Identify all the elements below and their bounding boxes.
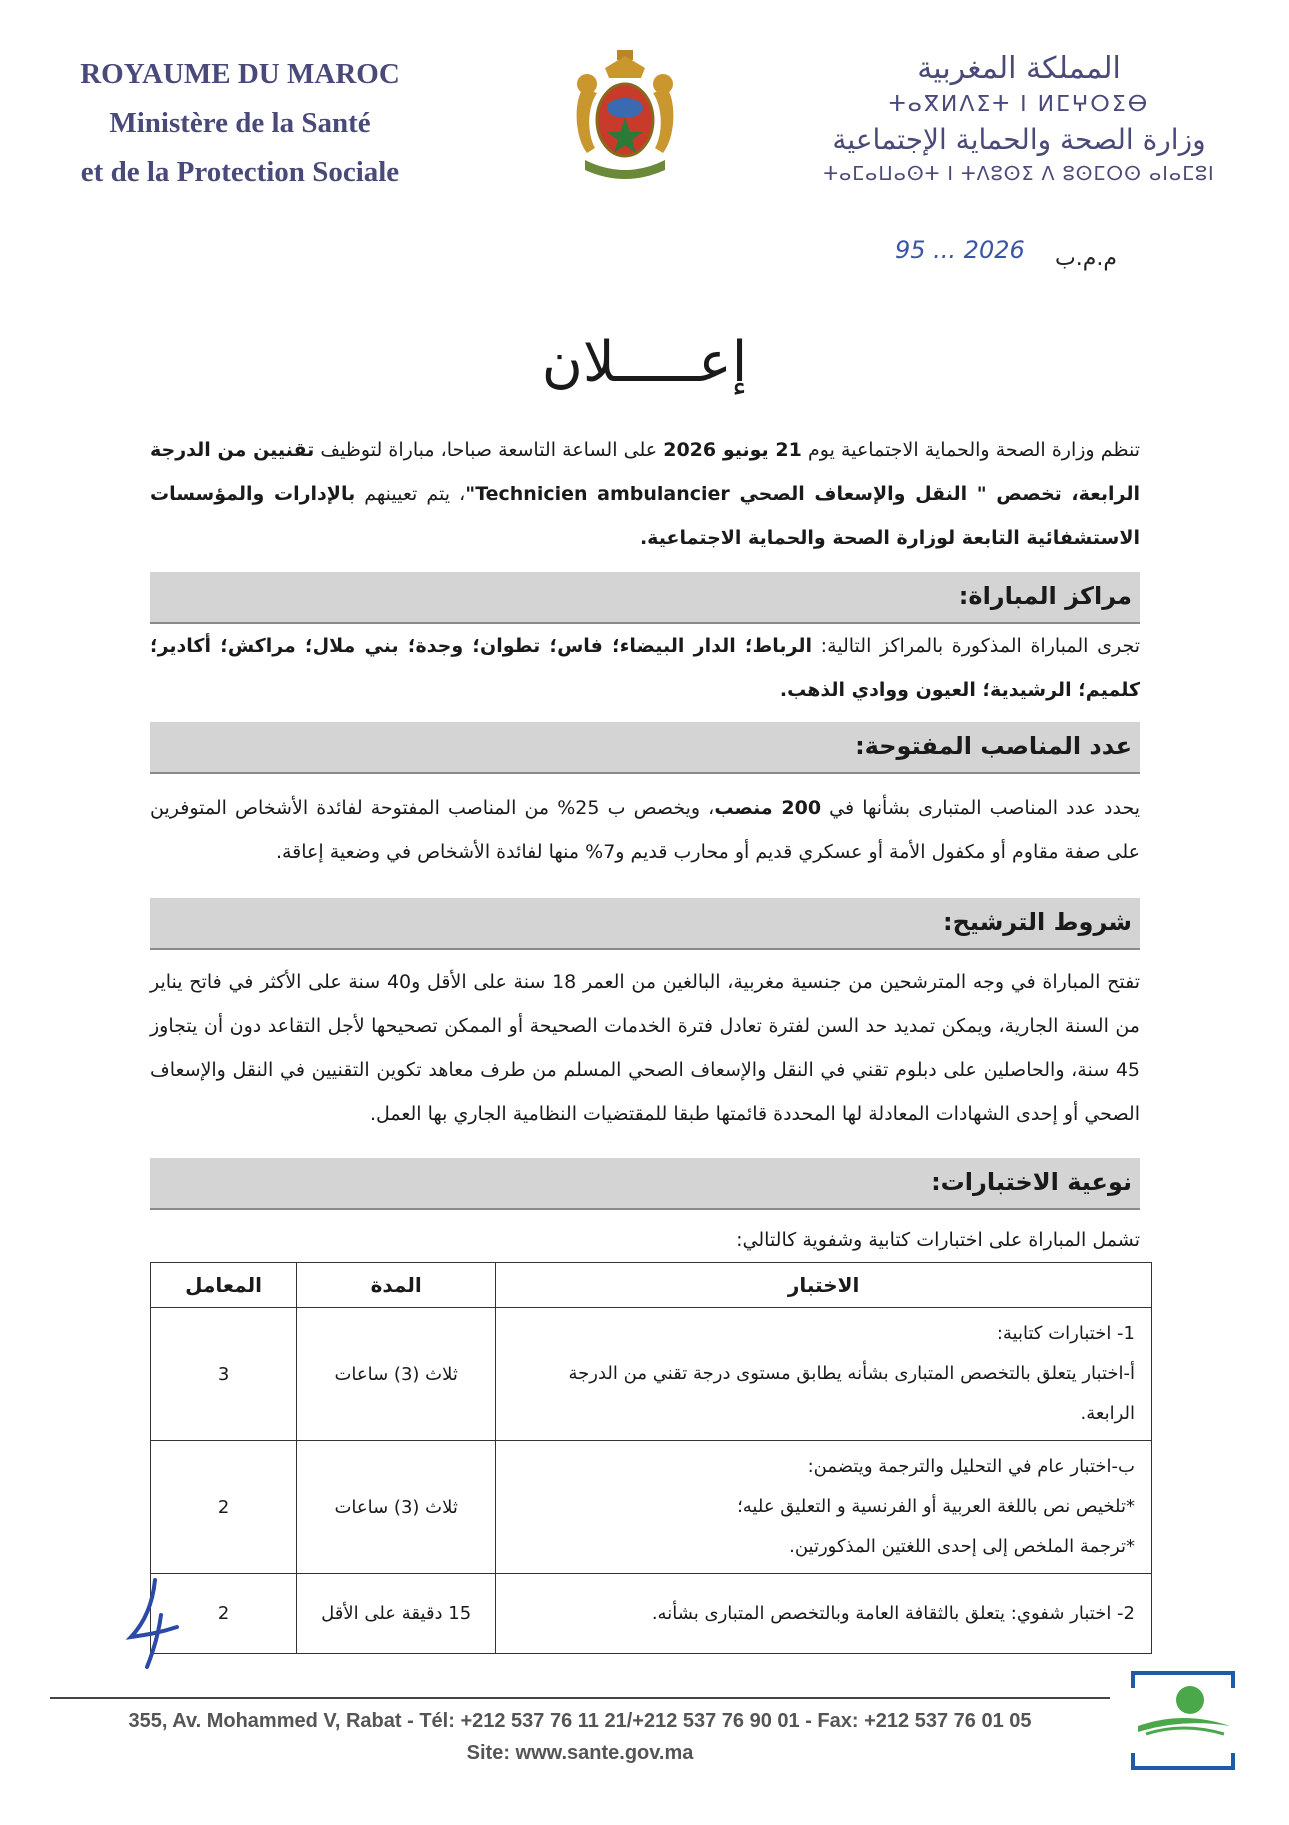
section-title-posts: عدد المناصب المفتوحة: (855, 732, 1132, 760)
test-line: 1- اختبارات كتابية: (996, 1323, 1135, 1344)
header-tifinagh-ministry: ⵜⴰⵎⴰⵡⴰⵙⵜ ⵏ ⵜⴷⵓⵙⵉ ⴷ ⵓⵙⵎⵔⵙ ⴰⵏⴰⵎⵓⵏ (823, 163, 1215, 185)
header-french (40, 50, 440, 197)
posts-text-1: يحدد عدد المناصب المتبارى بشأنها في (821, 797, 1140, 819)
posts-paragraph (150, 786, 1140, 874)
header-fr-ministry-2: et de la Protection Sociale (80, 156, 400, 188)
table-cell-duration: 15 دقيقة على الأقل (297, 1574, 496, 1654)
test-line: ب-اختبار عام في التحليل والترجمة ويتضمن: (807, 1456, 1135, 1477)
table-header-row (151, 1263, 1152, 1308)
posts-text-2: ، ويخصص ب 25% من المناصب المفتوحة لفائدة الأشخاص المتوفرين على صفة مقاوم أو مكفول الأمة أو عسكري قديم أو محارب قديم و7% منها لفائدة الأشخاص في وضعية إعاقة. (150, 797, 1140, 863)
table-cell-duration: ثلاث (3) ساعات (297, 1441, 496, 1574)
table-cell-test (496, 1308, 1152, 1441)
header-arabic (819, 48, 1219, 188)
table-header-test: الاختبار (496, 1263, 1152, 1308)
table-cell-test (496, 1574, 1152, 1654)
intro-paragraph (150, 428, 1140, 560)
exams-table (150, 1262, 1152, 1654)
page-title: إعـــــلان (541, 330, 748, 395)
reference-number: 95 ... 2026 (895, 236, 1025, 264)
intro-text-1: تنظم وزارة الصحة والحماية الاجتماعية يوم (801, 439, 1141, 461)
conditions-paragraph: تفتح المباراة في وجه المترشحين من جنسية مغربية، البالغين من العمر 18 سنة على الأقل و40 سنة على الأكثر في فاتح يناير من السنة الجارية، ويمكن تمديد حد السن لفترة تعادل فترة الخدمات الصحيحة أو الممكن تصحيحها لأجل التقاعد دون أن يتجاوز 45 سنة، والحاصلين على دبلوم تقني في النقل والإسعاف الصحي المسلم من طرف معاهد تكوين التقنيين في النقل والإسعاف الصحي أو إحدى الشهادات المعادلة لها المحددة قائمتها طبقا للمقتضيات النظامية الجاري بها العمل. (150, 971, 1140, 1125)
ministry-logo-icon (1128, 1668, 1238, 1773)
footer-website: Site: www.sante.gov.ma (466, 1742, 694, 1764)
section-bar-conditions (150, 898, 1140, 950)
section-bar-centers (150, 572, 1140, 624)
header-tifinagh-kingdom: ⵜⴰⴳⵍⴷⵉⵜ ⵏ ⵍⵎⵖⵔⵉⴱ (888, 92, 1150, 117)
header-ar-kingdom: المملكة المغربية (917, 51, 1121, 86)
intro-bold-1: تقنيين من الدرجة الرابعة، تخصص " النقل والإسعاف الصحي Technicien ambulancier" (150, 439, 1140, 505)
table-header-duration: المدة (297, 1263, 496, 1308)
reference-label: م.م.ب (1055, 246, 1117, 271)
test-line: أ-اختبار يتعلق بالتخصص المتبارى بشأنه يطابق مستوى درجة تقني من الدرجة الرابعة. (568, 1363, 1135, 1424)
handwritten-signature (125, 1575, 185, 1670)
exams-intro: تشمل المباراة على اختبارات كتابية وشفوية كالتالي: (736, 1229, 1140, 1251)
posts-count: 200 منصب (714, 797, 822, 819)
test-line: 2- اختبار شفوي: يتعلق بالثقافة العامة وبالتخصص المتبارى بشأنه. (651, 1602, 1135, 1624)
table-cell-coef: 2 (151, 1441, 297, 1574)
section-title-exams: نوعية الاختبارات: (931, 1168, 1132, 1196)
header-fr-kingdom: ROYAUME DU MAROC (80, 58, 400, 90)
table-cell-duration: ثلاث (3) ساعات (297, 1308, 496, 1441)
test-line: *تلخيص نص باللغة العربية أو الفرنسية و التعليق عليه؛ (737, 1496, 1135, 1517)
section-bar-posts (150, 722, 1140, 774)
section-title-centers: مراكز المباراة: (958, 582, 1132, 610)
table-row (151, 1574, 1152, 1654)
table-row (151, 1441, 1152, 1574)
footer-address: 355, Av. Mohammed V, Rabat - Tél: +212 537 76 11 21/+212 537 76 90 01 - Fax: +212 537 76 01 05 (128, 1710, 1032, 1732)
header-ar-ministry: وزارة الصحة والحماية الإجتماعية (832, 123, 1206, 156)
centers-list: الرباط؛ الدار البيضاء؛ فاس؛ تطوان؛ وجدة؛ بني ملال؛ مراكش؛ أكادير؛ كلميم؛ الرشيدية؛ العيون ووادي الذهب. (150, 635, 1140, 701)
centers-paragraph (150, 624, 1140, 712)
section-bar-exams (150, 1158, 1140, 1210)
intro-text-3: ، يتم تعيينهم (355, 483, 466, 505)
intro-text-2: على الساعة التاسعة صباحا، مباراة لتوظيف (314, 439, 664, 461)
table-cell-test (496, 1441, 1152, 1574)
test-line: *ترجمة الملخص إلى إحدى اللغتين المذكورتين. (789, 1536, 1135, 1557)
table-header-coef: المعامل (151, 1263, 297, 1308)
intro-date: 21 يونيو 2026 (663, 439, 802, 461)
royal-coat-of-arms-icon (565, 48, 685, 188)
table-cell-coef: 2 (151, 1574, 297, 1654)
header-fr-ministry: Ministère de la Santé (109, 107, 371, 139)
section-title-conditions: شروط الترشيح: (943, 908, 1132, 936)
centers-intro: تجرى المباراة المذكورة بالمراكز التالية: (812, 635, 1140, 657)
table-row (151, 1308, 1152, 1441)
footer-divider (50, 1697, 1110, 1699)
table-cell-coef: 3 (151, 1308, 297, 1441)
intro-bold-2: بالإدارات والمؤسسات الاستشفائية التابعة لوزارة الصحة والحماية الاجتماعية. (150, 483, 1140, 549)
